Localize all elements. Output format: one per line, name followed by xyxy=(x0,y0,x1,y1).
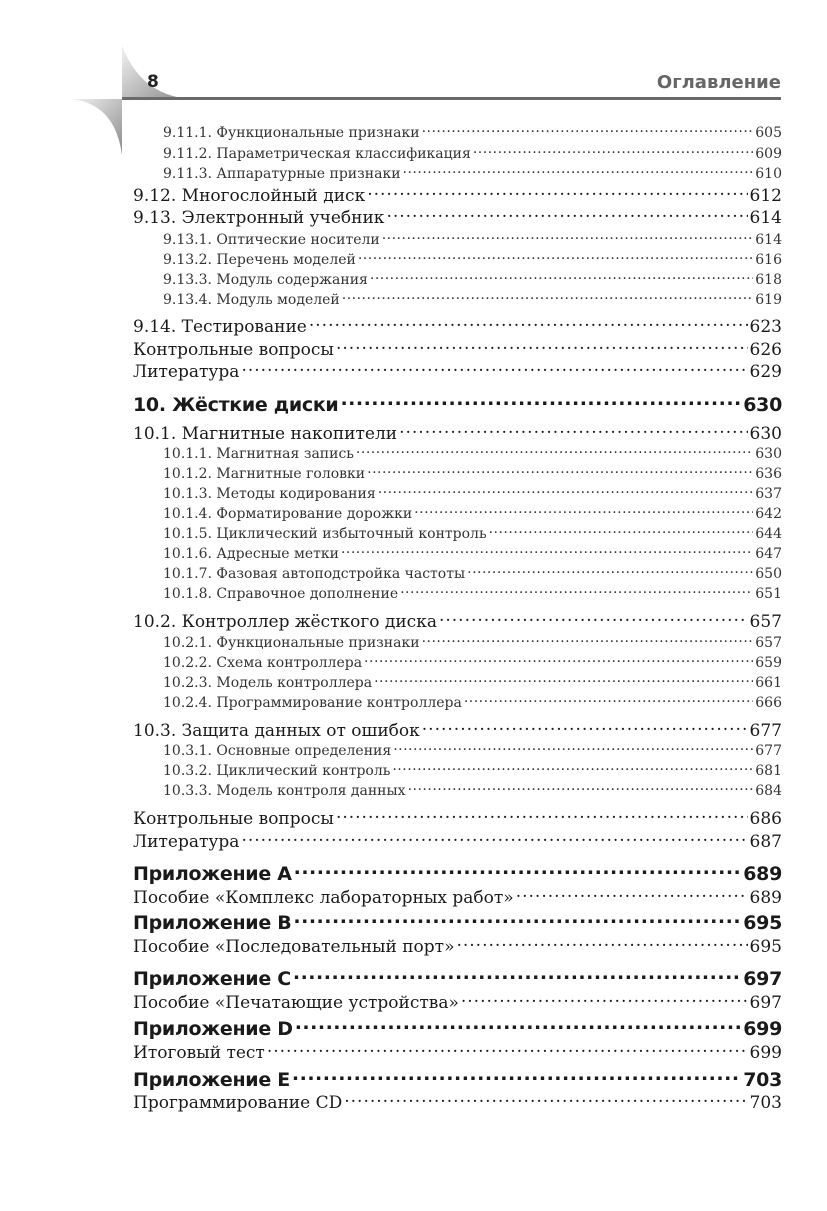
dot-leader xyxy=(420,123,754,137)
dot-leader xyxy=(397,422,747,439)
toc-entry-label: Контрольные вопросы xyxy=(133,809,334,829)
dot-leader xyxy=(293,1016,742,1035)
toc-entry xyxy=(163,504,782,523)
toc-entry xyxy=(133,1016,782,1041)
toc-entry xyxy=(163,444,782,463)
toc-entry-page: 689 xyxy=(749,888,782,908)
toc-entry-page: 657 xyxy=(749,612,782,632)
toc-entry-label: 10.2.3. Модель контроллера xyxy=(163,675,373,691)
dot-leader xyxy=(412,504,753,518)
toc-entry-page: 647 xyxy=(755,546,782,562)
toc-entry xyxy=(133,1091,782,1114)
dot-leader xyxy=(391,741,753,755)
dot-leader xyxy=(487,524,754,538)
toc-entry-page: 619 xyxy=(755,292,782,308)
toc-entry-page: 630 xyxy=(743,394,782,416)
dot-leader xyxy=(380,230,754,244)
toc-entry-page: 623 xyxy=(749,317,782,337)
toc-entry-label: 10.1.1. Магнитная запись xyxy=(163,446,354,462)
toc-entry xyxy=(133,935,782,958)
dot-leader xyxy=(398,584,753,598)
toc-entry-label: Приложение B xyxy=(133,912,292,934)
toc-entry-label: 10.3.1. Основные определения xyxy=(163,743,392,759)
toc-entry xyxy=(133,991,782,1014)
toc-entry xyxy=(133,719,782,742)
dot-leader xyxy=(307,315,748,332)
toc-entry xyxy=(163,693,782,712)
dot-leader xyxy=(454,935,747,952)
toc-entry-page: 697 xyxy=(743,968,782,990)
toc-entry-label: 10.1.8. Справочное дополнение xyxy=(163,586,399,602)
dot-leader xyxy=(365,184,747,201)
toc-entry-label: Приложение D xyxy=(133,1018,293,1040)
toc-entry-page: 695 xyxy=(743,912,782,934)
toc-entry-page: 661 xyxy=(755,675,782,691)
toc-entry-label: 9.11.3. Аппаратурные признаки xyxy=(163,166,401,182)
toc-entry xyxy=(163,653,782,672)
toc-entry xyxy=(163,484,782,503)
toc-entry xyxy=(163,761,782,780)
toc-entry xyxy=(133,360,782,383)
dot-leader xyxy=(372,673,753,687)
toc-entry-page: 614 xyxy=(749,208,782,228)
dot-leader xyxy=(342,1091,747,1108)
toc-entry-page: 630 xyxy=(749,424,782,444)
toc-entry-page: 659 xyxy=(755,655,782,671)
toc-entry-page: 609 xyxy=(755,146,782,162)
toc-entry xyxy=(133,830,782,853)
toc-entry-label: 10.1.6. Адресные метки xyxy=(163,546,339,562)
toc-entry-label: 10.3. Защита данных от ошибок xyxy=(133,721,420,741)
page-number: 8 xyxy=(147,72,159,92)
dot-leader xyxy=(384,206,747,223)
toc-entry-page: 681 xyxy=(755,763,782,779)
dot-leader xyxy=(354,444,753,458)
toc-entry-page: 686 xyxy=(749,809,782,829)
toc-entry-label: Программирование CD xyxy=(133,1093,343,1113)
toc-entry xyxy=(133,422,782,445)
toc-entry-label: 10. Жёсткие диски xyxy=(133,394,339,416)
toc-entry-label: 9.14. Тестирование xyxy=(133,317,307,337)
toc-entry xyxy=(133,807,782,830)
toc-entry-label: 10.2.1. Функциональные признаки xyxy=(163,635,420,651)
toc-entry xyxy=(163,633,782,652)
dot-leader xyxy=(239,360,747,377)
toc-entry xyxy=(163,564,782,583)
dot-leader xyxy=(368,270,753,284)
toc-entry-label: Контрольные вопросы xyxy=(133,340,334,360)
dot-leader xyxy=(390,761,753,775)
dot-leader xyxy=(420,633,754,647)
dot-leader xyxy=(292,861,742,880)
toc-entry xyxy=(133,910,782,935)
toc-entry-page: 697 xyxy=(749,993,782,1013)
dot-leader xyxy=(362,653,753,667)
dot-leader xyxy=(459,991,748,1008)
toc-entry xyxy=(163,270,782,289)
toc-entry xyxy=(133,886,782,909)
toc-entry-page: 637 xyxy=(755,486,782,502)
toc-entry xyxy=(163,123,782,142)
toc-entry-label: 10.3.2. Циклический контроль xyxy=(163,763,391,779)
toc-entry xyxy=(163,741,782,760)
dot-leader xyxy=(290,1067,741,1086)
dot-leader xyxy=(291,966,741,985)
toc-entry xyxy=(163,524,782,543)
dot-leader xyxy=(406,781,754,795)
dot-leader xyxy=(365,464,753,478)
toc-entry-label: Пособие «Последовательный порт» xyxy=(133,937,455,957)
toc-entry-label: Приложение E xyxy=(133,1069,290,1091)
toc-entry xyxy=(133,1041,782,1064)
toc-entry-page: 630 xyxy=(755,446,782,462)
toc-entry xyxy=(163,144,782,163)
header-rule xyxy=(122,97,781,100)
toc-entry-label: Литература xyxy=(133,362,240,382)
toc-entry-label: Приложение A xyxy=(133,863,292,885)
dot-leader xyxy=(462,693,753,707)
toc-entry-label: Приложение C xyxy=(133,968,291,990)
toc-entry xyxy=(163,164,782,183)
toc-entry-page: 650 xyxy=(755,566,782,582)
toc-entry-label: 10.2. Контроллер жёсткого диска xyxy=(133,612,437,632)
toc-entry xyxy=(163,250,782,269)
dot-leader xyxy=(471,144,753,158)
toc-entry-page: 636 xyxy=(755,466,782,482)
dot-leader xyxy=(376,484,754,498)
toc-entry xyxy=(163,290,782,309)
toc-entry-page: 618 xyxy=(755,272,782,288)
toc-entry-page: 703 xyxy=(743,1069,782,1091)
toc-entry-page: 614 xyxy=(755,232,782,248)
toc-entry-label: 9.13.2. Перечень моделей xyxy=(163,252,356,268)
toc-entry-label: Пособие «Печатающие устройства» xyxy=(133,993,459,1013)
toc-entry-label: 10.3.3. Модель контроля данных xyxy=(163,783,406,799)
toc-entry-label: 9.12. Многослойный диск xyxy=(133,186,366,206)
running-title: Оглавление xyxy=(656,72,781,93)
toc-entry-page: 612 xyxy=(749,186,782,206)
toc-entry xyxy=(133,315,782,338)
dot-leader xyxy=(420,719,748,736)
toc-entry-label: 9.13.4. Модуль моделей xyxy=(163,292,340,308)
toc-entry xyxy=(163,464,782,483)
toc-entry-label: 9.11.1. Функциональные признаки xyxy=(163,125,420,141)
dot-leader xyxy=(465,564,753,578)
toc-entry-page: 695 xyxy=(749,937,782,957)
toc-entry xyxy=(163,230,782,249)
dot-leader xyxy=(338,392,741,411)
toc-entry xyxy=(163,781,782,800)
toc-entry-page: 629 xyxy=(749,362,782,382)
toc-entry-label: 10.2.4. Программирование контроллера xyxy=(163,695,462,711)
toc-entry xyxy=(133,206,782,229)
toc-entry-label: 9.13.3. Модуль содержания xyxy=(163,272,368,288)
toc-entry-page: 616 xyxy=(755,252,782,268)
toc-entry-page: 657 xyxy=(755,635,782,651)
dot-leader xyxy=(514,886,748,903)
toc-entry-page: 651 xyxy=(755,586,782,602)
toc-entry-page: 644 xyxy=(755,526,782,542)
toc-entry-page: 642 xyxy=(755,506,782,522)
toc-entry-label: Пособие «Комплекс лабораторных работ» xyxy=(133,888,514,908)
toc-entry-page: 666 xyxy=(755,695,782,711)
toc-entry xyxy=(133,610,782,633)
toc-entry-page: 677 xyxy=(755,743,782,759)
toc-entry-label: 10.1.5. Циклический избыточный контроль xyxy=(163,526,487,542)
toc-entry-label: 10.1.4. Форматирование дорожки xyxy=(163,506,413,522)
dot-leader xyxy=(265,1041,748,1058)
toc-entry-label: Литература xyxy=(133,832,240,852)
toc-entry-label: 9.13.1. Оптические носители xyxy=(163,232,380,248)
toc-entry-page: 610 xyxy=(755,166,782,182)
toc-entry xyxy=(163,584,782,603)
toc-entry xyxy=(163,673,782,692)
dot-leader xyxy=(401,164,754,178)
dot-leader xyxy=(356,250,753,264)
toc-entry-label: 10.2.2. Схема контроллера xyxy=(163,655,363,671)
dot-leader xyxy=(239,830,747,847)
toc-entry-page: 699 xyxy=(749,1043,782,1063)
toc-entry-page: 689 xyxy=(743,863,782,885)
toc-entry-label: 10.1.3. Методы кодирования xyxy=(163,486,376,502)
toc-entry xyxy=(133,338,782,361)
dot-leader xyxy=(334,807,748,824)
dot-leader xyxy=(334,338,748,355)
toc-entry-label: 10.1.2. Магнитные головки xyxy=(163,466,366,482)
toc-entry-label: 9.13. Электронный учебник xyxy=(133,208,385,228)
toc-entry xyxy=(133,1067,782,1092)
toc-entry-page: 677 xyxy=(749,721,782,741)
toc-entry-page: 703 xyxy=(749,1093,782,1113)
toc-entry xyxy=(133,392,782,417)
toc-entry-page: 684 xyxy=(755,783,782,799)
dot-leader xyxy=(340,290,754,304)
dot-leader xyxy=(437,610,748,627)
toc-entry-page: 699 xyxy=(743,1018,782,1040)
toc-entry xyxy=(133,861,782,886)
dot-leader xyxy=(291,910,741,929)
toc-entry xyxy=(133,966,782,991)
toc-entry xyxy=(163,544,782,563)
toc-entry-label: Итоговый тест xyxy=(133,1043,265,1063)
dot-leader xyxy=(339,544,753,558)
toc-entry-page: 605 xyxy=(755,125,782,141)
toc-entry-label: 10.1.7. Фазовая автоподстройка частоты xyxy=(163,566,466,582)
toc-entry xyxy=(133,184,782,207)
toc-entry-label: 10.1. Магнитные накопители xyxy=(133,424,398,444)
toc-entry-page: 687 xyxy=(749,832,782,852)
toc-entry-label: 9.11.2. Параметрическая классификация xyxy=(163,146,471,162)
toc-entry-page: 626 xyxy=(749,340,782,360)
